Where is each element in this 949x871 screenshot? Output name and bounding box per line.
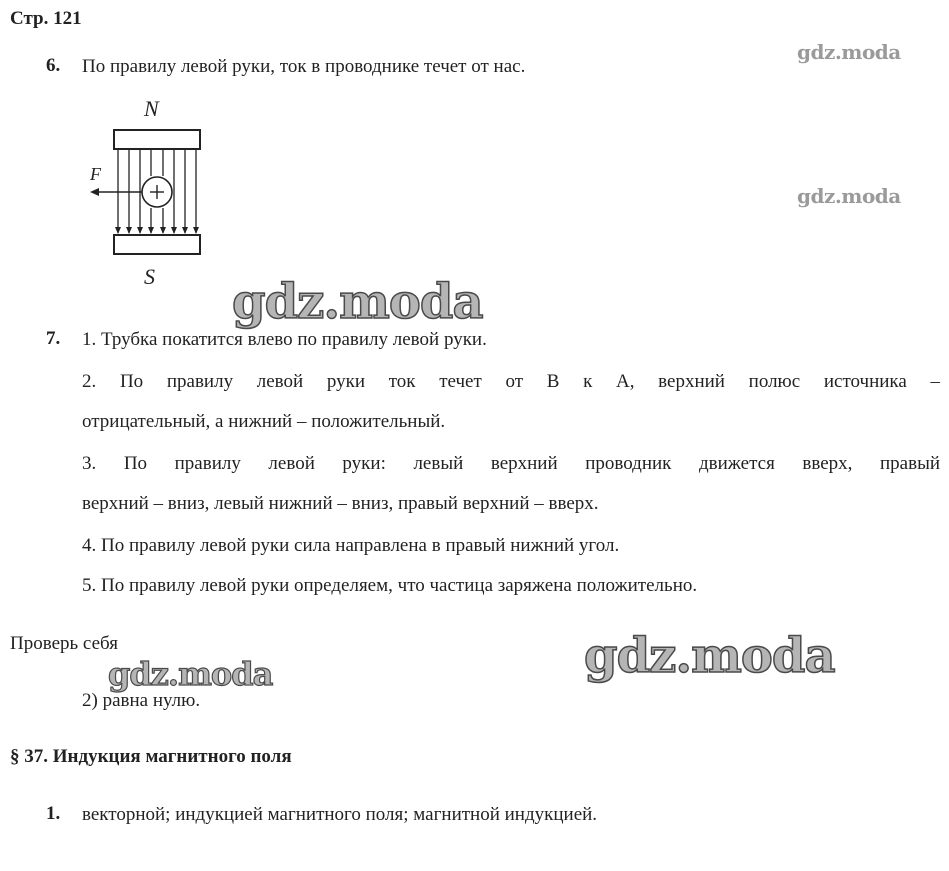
list-item: отрицательный, а нижний – положительный. (82, 411, 446, 432)
watermark: gdz.moda (584, 628, 835, 684)
list-item: 4. По правилу левой руки сила направлена в правый нижний угол. (82, 535, 620, 556)
task-number: 1. (46, 803, 61, 824)
list-item: верхний – вниз, левый нижний – вниз, правый верхний – вверх. (82, 493, 599, 514)
magnet-figure (82, 92, 222, 292)
page-header: Стр. 121 (10, 8, 82, 29)
section-title: § 37. Индукция магнитного поля (10, 746, 292, 767)
check-answer: 2) равна нулю. (82, 690, 201, 711)
south-label: S (144, 264, 155, 289)
watermark: gdz.moda (797, 40, 901, 64)
watermark: gdz.moda (797, 184, 901, 208)
list-item: 3. По правилу левой руки: левый верхний проводник движется вверх, правый (82, 453, 940, 474)
north-pole (114, 130, 200, 149)
force-label: F (90, 164, 101, 184)
watermark: gdz.moda (108, 655, 273, 693)
south-pole (114, 235, 200, 254)
task-number: 6. (46, 55, 61, 76)
force-arrowhead (90, 188, 99, 196)
task-text: векторной; индукцией магнитного поля; магнитной индукцией. (82, 804, 598, 825)
field-arrowheads (115, 227, 199, 234)
list-item: 2. По правилу левой руки ток течет от В к А, верхний полюс источника – (82, 371, 940, 392)
north-label: N (144, 96, 159, 121)
watermark: gdz.moda (232, 274, 483, 330)
list-item: 5. По правилу левой руки определяем, что частица заряжена положительно. (82, 575, 698, 596)
task-text: По правилу левой руки, ток в проводнике течет от нас. (82, 56, 526, 77)
task-number: 7. (46, 328, 61, 349)
check-title: Проверь себя (10, 633, 118, 654)
list-item: 1. Трубка покатится влево по правилу левой руки. (82, 329, 487, 350)
